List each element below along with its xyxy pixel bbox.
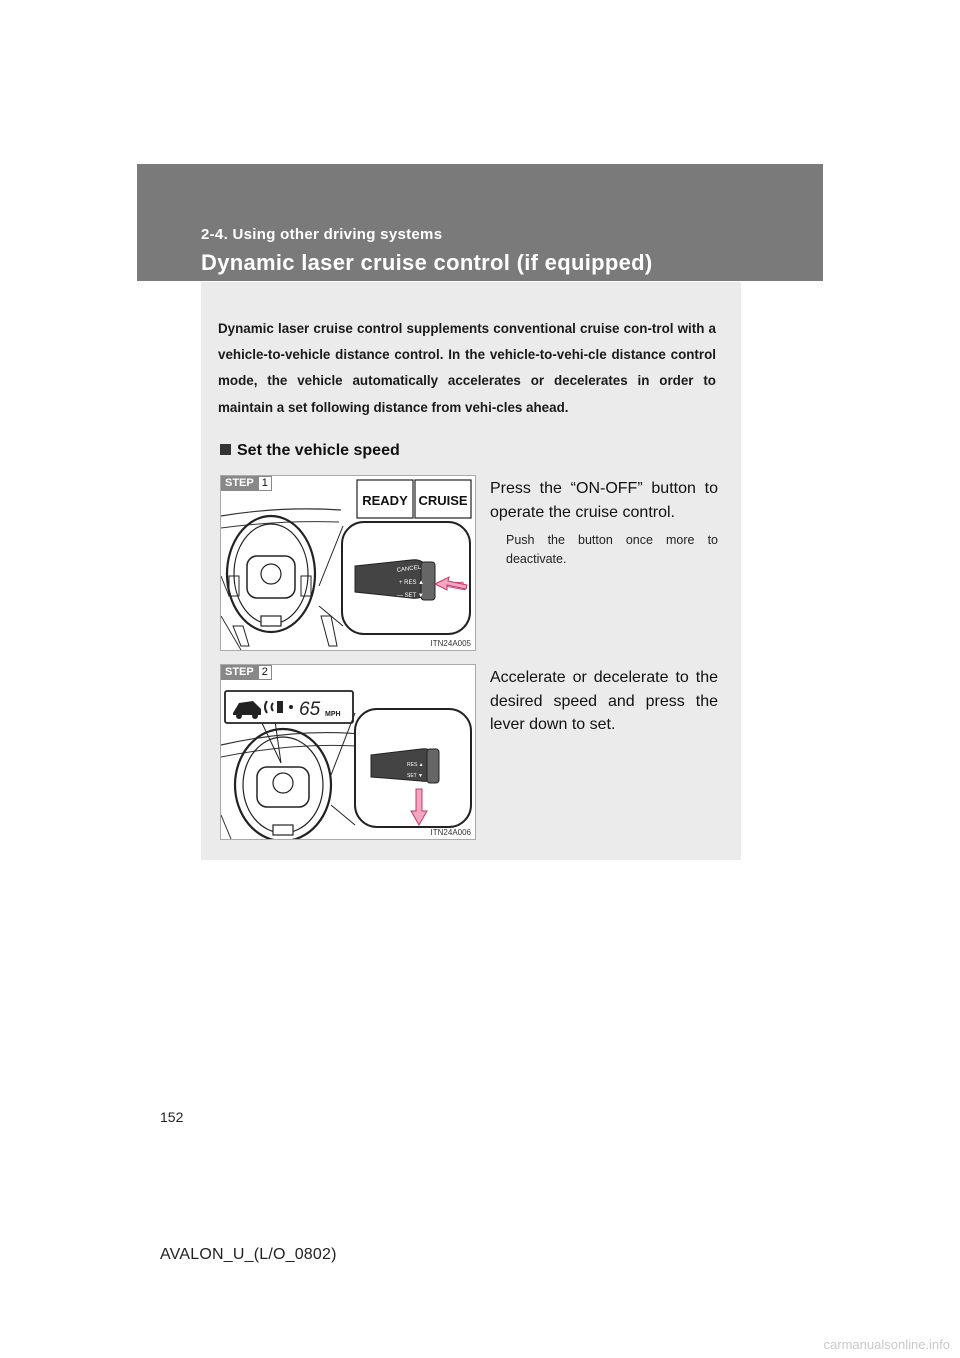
document-code: AVALON_U_(L/O_0802) (160, 1246, 337, 1263)
step2-figure (220, 664, 476, 840)
step1-tag (221, 476, 272, 491)
watermark: carmanualsonline.info (823, 1337, 950, 1352)
step1-tag-label: STEP (221, 476, 258, 491)
indicator-cruise: CRUISE (418, 493, 468, 508)
lever2-set-label: SET ▼ (407, 773, 423, 779)
indicator-ready: READY (362, 493, 408, 508)
page-number: 152 (160, 1109, 184, 1125)
step2-text: Accelerate or decelerate to the desired speed and press the lever down to set. (490, 669, 718, 733)
page-title: Dynamic laser cruise control (if equipped) (201, 250, 653, 275)
step2-tag-number: 2 (258, 665, 272, 680)
subheading-text: Set the vehicle speed (237, 442, 400, 459)
step1-note: Push the button once more to deactivate. (506, 533, 718, 566)
lever2-res-label: RES ▲ (407, 762, 424, 768)
step1-tag-number: 1 (258, 476, 272, 491)
step2-tag (221, 665, 272, 680)
step1-text: Press the “ON-OFF” button to operate the cruise control. (490, 480, 718, 521)
lever-res-label: + RES ▲ (399, 580, 425, 586)
speed-display-illustration (221, 665, 475, 839)
subheading (220, 442, 400, 460)
section-label: 2-4. Using other driving systems (201, 226, 443, 243)
lever-set-label: — SET ▼ (397, 593, 424, 599)
step1-figure-code: ITN24A005 (430, 639, 471, 648)
speed-unit: MPH (325, 711, 341, 718)
square-bullet-icon (220, 444, 231, 455)
step1-figure (220, 475, 476, 651)
step2-figure-code: ITN24A006 (430, 828, 471, 837)
lever-cancel-label: CANCEL (396, 564, 422, 574)
intro-paragraph: Dynamic laser cruise control supplements conventional cruise con-trol with a vehicle-to-vehicle distance control. In the vehicle-to-vehi-cle distance control mode, the vehicle automatically accelerates or decelerates in order to maintain a set following distance from vehi-cles ahead. (218, 321, 716, 415)
speed-value: 65 (299, 699, 321, 720)
step2-tag-label: STEP (221, 665, 258, 680)
steering-wheel-illustration (221, 476, 475, 650)
